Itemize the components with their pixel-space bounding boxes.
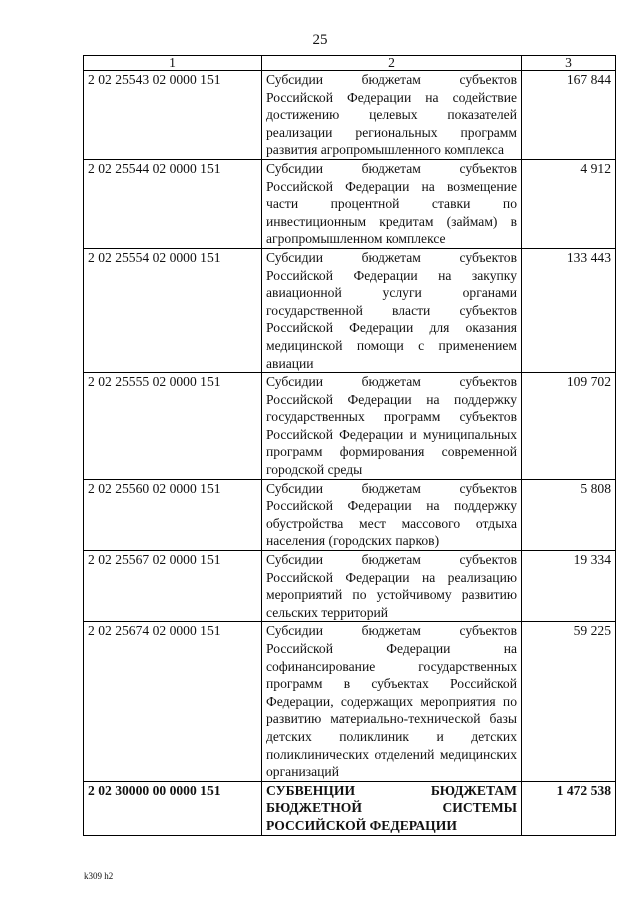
budget-description: Субсидии бюджетам субъектов Российской Федерации на закупку авиационной услуги органами государственной власти субъектов Российской Федерации для оказания медицинской помощи с применением авиации [262,248,522,372]
budget-amount: 109 702 [522,373,616,480]
budget-description: СУБВЕНЦИИ БЮДЖЕТАМ БЮДЖЕТНОЙ СИСТЕМЫ РОССИЙСКОЙ ФЕДЕРАЦИИ [262,781,522,835]
column-header-2: 2 [262,56,522,71]
budget-description: Субсидии бюджетам субъектов Российской Федерации на поддержку государственных программ субъектов Российской Федерации и муниципальных программ формирования современной городской среды [262,373,522,480]
budget-amount: 59 225 [522,622,616,781]
budget-code: 2 02 25560 02 0000 151 [84,479,262,550]
table-row-subvention-total [84,781,616,835]
budget-description: Субсидии бюджетам субъектов Российской Федерации на поддержку обустройства мест массового отдыха населения (городских парков) [262,479,522,550]
budget-code: 2 02 25555 02 0000 151 [84,373,262,480]
budget-description: Субсидии бюджетам субъектов Российской Федерации на возмещение части процентной ставки по инвестиционным кредитам (займам) в агропромышленном комплексе [262,159,522,248]
column-header-3: 3 [522,56,616,71]
budget-code: 2 02 25674 02 0000 151 [84,622,262,781]
budget-amount: 167 844 [522,71,616,160]
budget-amount: 133 443 [522,248,616,372]
budget-code: 2 02 25543 02 0000 151 [84,71,262,160]
budget-description: Субсидии бюджетам субъектов Российской Федерации на содействие достижению целевых показателей реализации региональных программ развития агропромышленного комплекса [262,71,522,160]
budget-code: 2 02 25567 02 0000 151 [84,551,262,622]
budget-amount: 5 808 [522,479,616,550]
table-row [84,373,616,480]
column-header-1: 1 [84,56,262,71]
table-row [84,159,616,248]
document-footer-mark: k309 h2 [84,871,114,881]
budget-code: 2 02 30000 00 0000 151 [84,781,262,835]
budget-description: Субсидии бюджетам субъектов Российской Федерации на софинансирование государственных программ в субъектах Российской Федерации, содержащих мероприятия по развитию материально-технической базы детских поликлиник и детских поликлинических отделений медицинских организаций [262,622,522,781]
budget-amount: 1 472 538 [522,781,616,835]
table-row [84,479,616,550]
budget-amount: 19 334 [522,551,616,622]
budget-description: Субсидии бюджетам субъектов Российской Федерации на реализацию мероприятий по устойчивому развитию сельских территорий [262,551,522,622]
table-header-row [84,56,616,71]
table-row [84,551,616,622]
budget-amount: 4 912 [522,159,616,248]
table-row [84,71,616,160]
page-number: 25 [312,32,328,48]
budget-table [83,55,616,836]
table-row [84,622,616,781]
table-row [84,248,616,372]
budget-code: 2 02 25554 02 0000 151 [84,248,262,372]
budget-code: 2 02 25544 02 0000 151 [84,159,262,248]
